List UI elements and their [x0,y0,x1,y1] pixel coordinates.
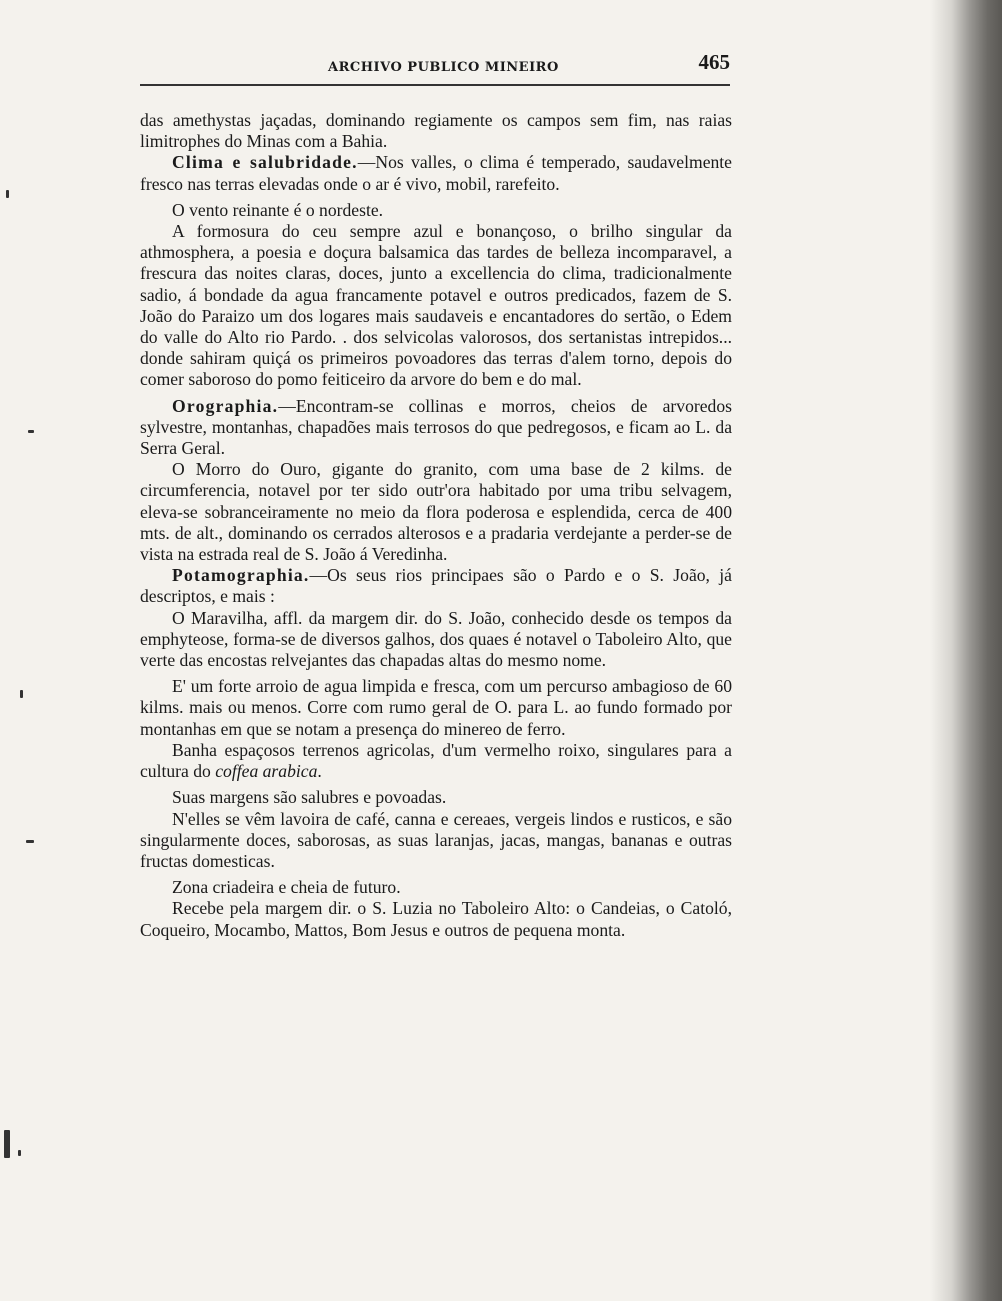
paragraph: Suas margens são salubres e povoadas. [172,787,447,808]
paragraph-clima: Clima e salubridade.—Nos valles, o clima é temperado, saudavelmente fresco nas terras elevadas onde o ar é vivo, mobil, rarefeito. [140,152,732,194]
paragraph: O vento reinante é o nordeste. [172,199,384,220]
paragraph: Zona criadeira e cheia de futuro. [172,877,401,898]
paragraph-orographia: Orographia.—Encontram-se collinas e morros, cheios de arvoredos sylvestre, montanhas, chapadões mais terrosos do que pedregosos, e ficam ao L. da Serra Geral. [140,395,732,459]
paragraph: E' um forte arroio de agua limpida e fresca, com um percurso ambagioso de 60 kilms. mais ou menos. Corre com rumo geral de O. para L. ao fundo formado por montanhas em que se notam a presença do minereo de ferro. [140,676,732,739]
paragraph: das amethystas jaçadas, dominando regiamente os campos sem fim, nas raias limitrophes do Minas com a Bahia. [140,110,732,152]
species-name: coffea arabica [215,761,318,782]
header-rule [140,84,730,86]
section-heading-potamographia: Potamographia. [172,565,310,586]
paragraph: Recebe pela margem dir. o S. Luzia no Taboleiro Alto: o Candeias, o Catoló, Coqueiro, Mocambo, Mattos, Bom Jesus e outros de pequena monta. [140,898,732,940]
section-heading-orographia: Orographia. [172,395,279,416]
book-spine-shadow [930,0,1002,1301]
paragraph: A formosura do ceu sempre azul e bonançoso, o brilho singular da athmosphera, a poesia e doçura balsamica das tardes de belleza incomparavel, a frescura das noites claras, doces, junto a excellencia do clima, tradicionalmente sadio, á bondade da agua francamente potavel e outros predicados, fazem de S. João do Paraizo um dos logares mais saudaveis e encantadores do sertão, o Edem do valle do Alto rio Pardo. . dos selvicolas valorosos, dos sertanistas intrepidos... donde sahiram quiçá os primeiros povoadores das terras d'alem torno, depois do comer saboroso do pomo feiticeiro da arvore do bem e do mal. [140,221,732,390]
paragraph: O Morro do Ouro, gigante do granito, com uma base de 2 kilms. de circumferencia, notavel por ter sido outr'ora habitado por uma tribu selvagem, eleva-se sobranceiramente no meio da flora poderosa e esplendida, cerca de 400 mts. de alt., dominando os cerrados alterosos e a pradaria verdejante a perder-se de vista na estrada real de S. João á Veredinha. [140,459,732,565]
running-title: ARCHIVO PUBLICO MINEIRO [328,60,559,75]
paragraph-potamographia: Potamographia.—Os seus rios principaes são o Pardo e o S. João, já descriptos, e mais : [140,565,732,607]
paragraph: O Maravilha, affl. da margem dir. do S. João, conhecido desde os tempos da emphyteose, forma-se de diversos galhos, dos quaes é notavel o Taboleiro Alto, que verte das encostas relvejantes das chapadas altas do mesmo nome. [140,607,732,671]
paragraph: Banha espaçosos terrenos agricolas, d'um vermelho roixo, singulares para a cultura do coffea arabica. [140,739,732,782]
page-number: 465 [698,50,730,74]
section-heading-clima: Clima e salubridade. [172,152,358,173]
page-header [140,48,730,88]
body-text [140,110,732,941]
paragraph: N'elles se vêm lavoira de café, canna e cereaes, vergeis lindos e rusticos, e são singularmente doces, saborosas, as suas laranjas, jacas, mangas, bananas e outras fructas domesticas. [140,808,732,871]
